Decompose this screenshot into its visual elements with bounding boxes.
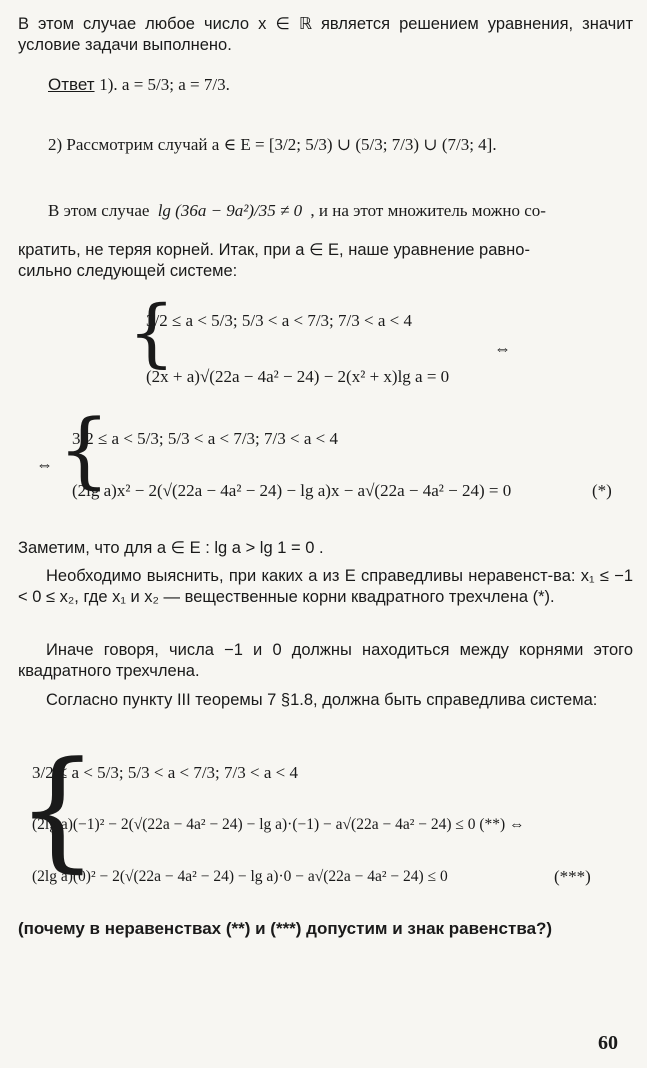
system2-line1: 3/2 ≤ a < 5/3; 5/3 < a < 7/3; 7/3 < a < 4 (72, 429, 338, 448)
paragraph-roots: Иначе говоря, числа −1 и 0 должны находиться между корнями этого квадратного трехчлена. (18, 641, 633, 680)
note-lg: Заметим, что для a ∈ E : lg a > lg 1 = 0 . (18, 539, 324, 557)
system3-line2: (2lg a)(−1)² − 2(√(22a − 4a² − 24) − lg a)·(−1) − a√(22a − 4a² − 24) ≤ 0 (**) ⇔ (32, 816, 525, 833)
answer-values: 1). a = 5/3; a = 7/3. (99, 75, 230, 94)
system1-line2: (2x + a)√(22a − 4a² − 24) − 2(x² + x)lg a = 0 (146, 367, 450, 386)
case-note-line (48, 200, 546, 222)
paragraph-theorem: Согласно пункту III теоремы 7 §1.8, должна быть справедлива система: (46, 691, 598, 709)
case-note-start: В этом случае (48, 201, 150, 220)
case2-line: 2) Рассмотрим случай a ∈ E = [3/2; 5/3) ∪ (5/3; 7/3) ∪ (7/3; 4]. (48, 135, 497, 154)
case-note-expression: lg (36a − 9a²)/35 ≠ 0 (157, 201, 303, 220)
equivalence-symbol-2: ⇔ (36, 455, 53, 474)
case-note-cont: кратить, не теряя корней. Итак, при a ∈ E, наше уравнение равно- (18, 241, 530, 259)
system3-brace: { (16, 733, 99, 885)
case-note-cont2: сильно следующей системе: (18, 262, 238, 280)
system2-line2: (2lg a)x² − 2(√(22a − 4a² − 24) − lg a)x − a√(22a − 4a² − 24) = 0 (72, 481, 512, 500)
case-note-end: , и на этот множитель можно со- (310, 201, 546, 220)
system3-line1: 3/2 ≤ a < 5/3; 5/3 < a < 7/3; 7/3 < a < 4 (32, 763, 298, 782)
answer-line (48, 74, 230, 96)
equivalence-symbol-1: ⇔ (494, 339, 511, 358)
system1-brace: { (128, 290, 176, 376)
intro-paragraph: В этом случае любое число x ∈ ℝ является решением уравнения, значит условие задачи выполнено. (18, 15, 633, 54)
system1-line1: 3/2 ≤ a < 5/3; 5/3 < a < 7/3; 7/3 < a < 4 (146, 311, 412, 330)
system2-tag: (*) (592, 481, 612, 500)
system3-line3: (2lg a)(0)² − 2(√(22a − 4a² − 24) − lg a)·0 − a√(22a − 4a² − 24) ≤ 0 (32, 868, 448, 885)
answer-label: Ответ (48, 75, 95, 94)
page-number: 60 (598, 1032, 618, 1054)
question-note: (почему в неравенствах (**) и (***) допустим и знак равенства?) (18, 919, 553, 938)
paragraph-inequalities: Необходимо выяснить, при каких a из E справедливы неравенст-ва: x₁ ≤ −1 < 0 ≤ x₂, где x₁ и x₂ — вещественные корни квадратного трехчлена (*). (18, 567, 633, 606)
system2-brace: { (58, 403, 111, 498)
system3-tag: (***) (554, 867, 591, 886)
